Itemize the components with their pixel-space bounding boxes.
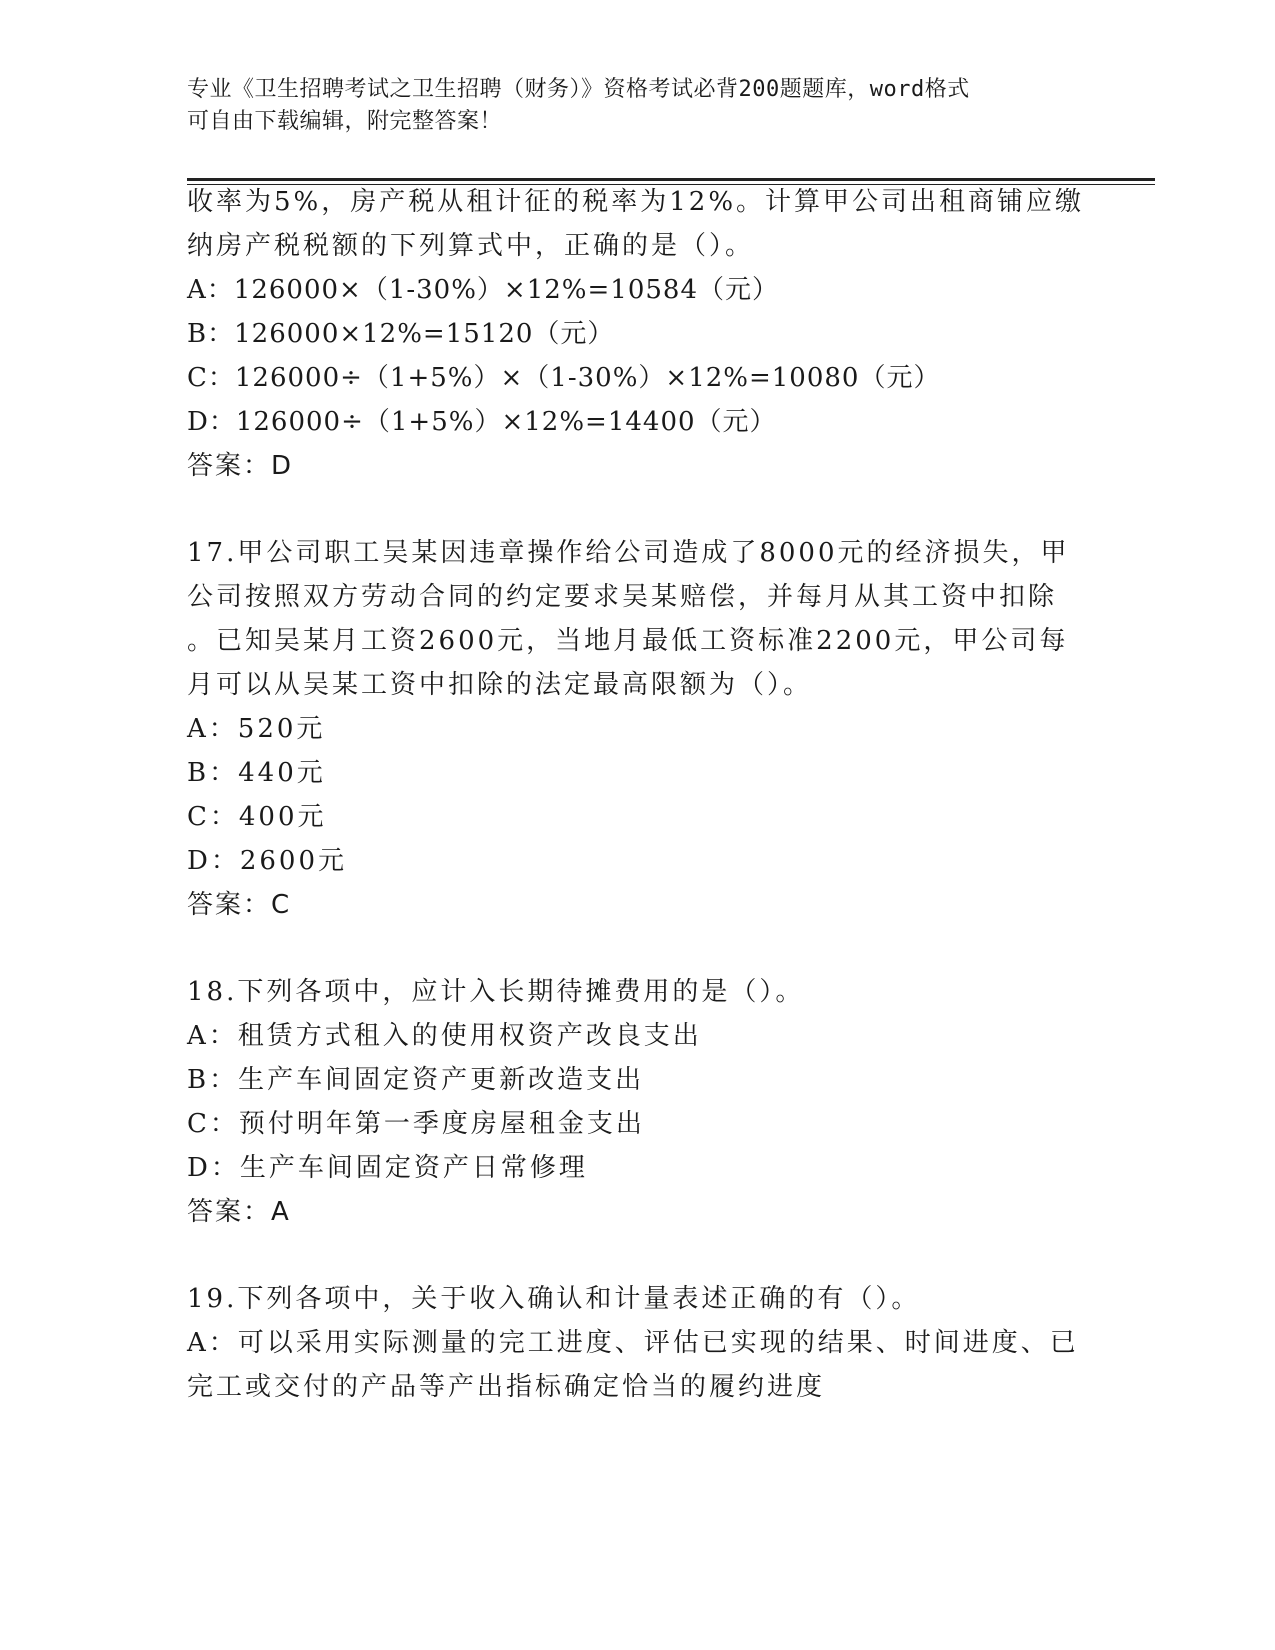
header-divider-thin [187, 184, 1155, 185]
answer-label: 答案：A [187, 1197, 291, 1227]
question-stem-line: 17.甲公司职工吴某因违章操作给公司造成了8000元的经济损失，甲 [187, 538, 1070, 568]
question-stem-line: 。已知吴某月工资2600元，当地月最低工资标准2200元，甲公司每 [187, 626, 1069, 656]
option-d: D：生产车间固定资产日常修理 [187, 1153, 588, 1183]
header-title-line-1: 专业《卫生招聘考试之卫生招聘（财务）》资格考试必背200题题库，word格式 [187, 77, 970, 102]
question-stem-line: 收率为5%，房产税从租计征的税率为12%。计算甲公司出租商铺应缴 [187, 187, 1085, 217]
option-d: D：2600元 [187, 846, 348, 876]
document-header [187, 74, 1067, 138]
header-title-line-2: 可自由下载编辑，附完整答案！ [187, 109, 503, 134]
question-stem-line: 月可以从吴某工资中扣除的法定最高限额为（）。 [187, 670, 813, 700]
option-c: C：400元 [187, 802, 327, 832]
option-d: D：126000÷（1+5%）×12%=14400（元） [187, 407, 777, 437]
option-a: A：520元 [187, 714, 326, 744]
option-a: A：126000×（1-30%）×12%=10584（元） [187, 275, 779, 305]
answer-label: 答案：D [187, 451, 294, 481]
question-stem-line: 19.下列各项中，关于收入确认和计量表述正确的有（）。 [187, 1284, 921, 1314]
option-b: B：生产车间固定资产更新改造支出 [187, 1065, 645, 1095]
option-b: B：126000×12%=15120（元） [187, 319, 615, 349]
question-stem-line: 18.下列各项中，应计入长期待摊费用的是（）。 [187, 977, 805, 1007]
answer-label: 答案：C [187, 890, 292, 920]
option-c: C：预付明年第一季度房屋租金支出 [187, 1109, 645, 1139]
option-b: B：440元 [187, 758, 326, 788]
question-stem-line: 公司按照双方劳动合同的约定要求吴某赔偿，并每月从其工资中扣除 [187, 582, 1058, 612]
option-a: A：租赁方式租入的使用权资产改良支出 [187, 1021, 702, 1051]
question-stem-line: 纳房产税税额的下列算式中，正确的是（）。 [187, 231, 755, 261]
option-a-continuation: 完工或交付的产品等产出指标确定恰当的履约进度 [187, 1372, 826, 1402]
option-a: A：可以采用实际测量的完工进度、评估已实现的结果、时间进度、已 [187, 1328, 1079, 1358]
option-c: C：126000÷（1+5%）×（1-30%）×12%=10080（元） [187, 363, 941, 393]
header-divider-thick [187, 178, 1155, 181]
